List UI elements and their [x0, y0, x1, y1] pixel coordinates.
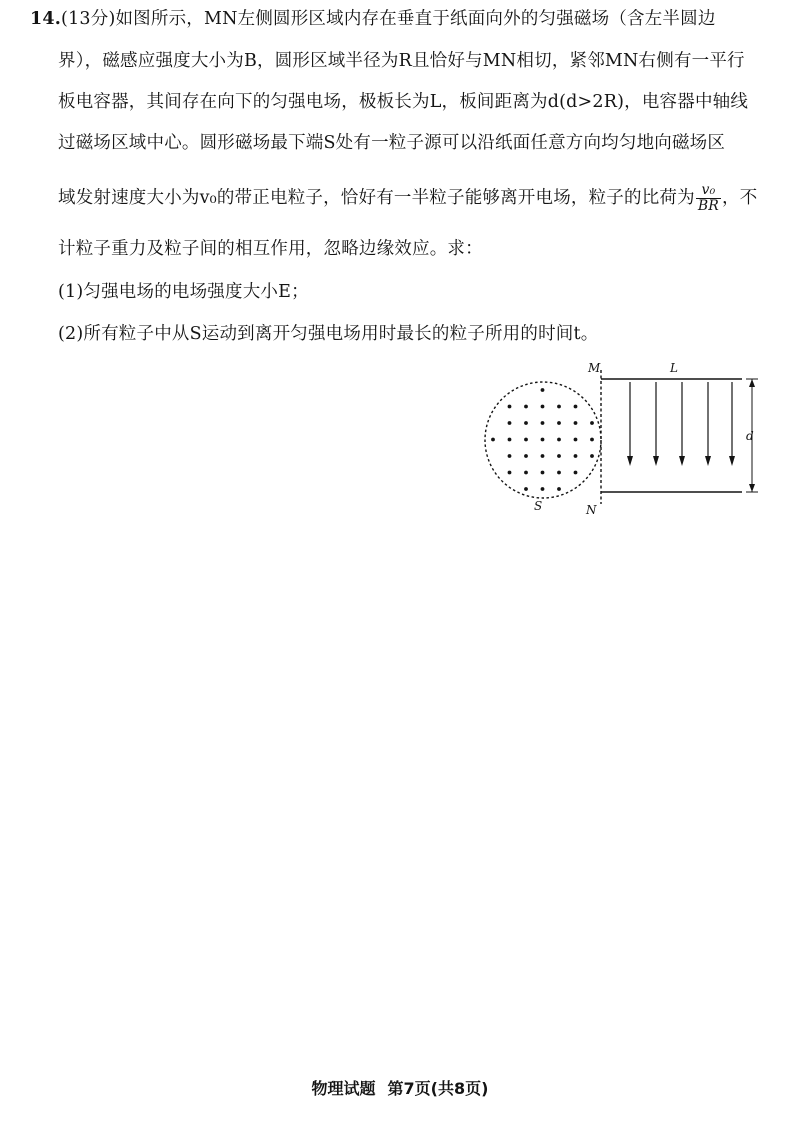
field-arrowhead [627, 456, 633, 466]
field-dot [557, 454, 561, 458]
label-s: S [534, 499, 543, 513]
diagram-svg [470, 352, 770, 522]
field-dot [574, 421, 578, 425]
field-dot [541, 438, 545, 442]
question-number: 14. [30, 9, 62, 29]
footer-page-number: 第7页(共8页) [387, 1079, 489, 1098]
field-dot [541, 487, 545, 491]
field-dot [574, 454, 578, 458]
label-l: L [670, 361, 678, 375]
field-dot [524, 421, 528, 425]
field-dot [508, 405, 512, 409]
question-line-6: 计粒子重力及粒子间的相互作用，忽略边缘效应。求： [58, 239, 483, 259]
question-text-1: 如图所示，MN左侧圆形区域内存在垂直于纸面向外的匀强磁场（含左半圆边 [115, 9, 716, 29]
field-dot [508, 454, 512, 458]
field-dot [574, 405, 578, 409]
fraction-denominator: BR [697, 198, 720, 214]
electric-field-arrows [627, 382, 735, 466]
question-line-5 [58, 183, 757, 214]
field-dot [557, 438, 561, 442]
field-arrowhead [729, 456, 735, 466]
field-dot [524, 487, 528, 491]
question-score: (13分) [61, 9, 116, 29]
field-dot [491, 438, 495, 442]
field-dot [508, 438, 512, 442]
footer-subject: 物理试题 [311, 1079, 376, 1098]
field-arrowhead [705, 456, 711, 466]
question-line-4: 过磁场区域中心。圆形磁场最下端S处有一粒子源可以沿纸面任意方向均匀地向磁场区 [58, 133, 726, 153]
field-dot [574, 438, 578, 442]
label-n: N [586, 503, 597, 517]
page-footer [0, 1076, 800, 1099]
field-dot [508, 421, 512, 425]
field-dot [590, 438, 594, 442]
field-dot [524, 454, 528, 458]
field-dot [508, 471, 512, 475]
field-dot [524, 471, 528, 475]
question-text-5a: 域发射速度大小为v₀的带正电粒子，恰好有一半粒子能够离开电场，粒子的比荷为 [58, 188, 695, 208]
field-dot [541, 421, 545, 425]
field-arrowhead [653, 456, 659, 466]
magnetic-field-dots [491, 388, 594, 491]
field-dot [590, 454, 594, 458]
question-line-2: 界），磁感应强度大小为B，圆形区域半径为R且恰好与MN相切，紧邻MN右侧有一平行 [58, 51, 745, 71]
question-line-1 [30, 6, 716, 32]
d-arrow-bottom [749, 484, 755, 492]
field-dot [557, 405, 561, 409]
field-dot [541, 388, 545, 392]
field-dot [557, 421, 561, 425]
field-dot [541, 471, 545, 475]
field-dot [557, 471, 561, 475]
d-arrow-top [749, 379, 755, 387]
field-dot [524, 438, 528, 442]
fraction-numerator: v₀ [701, 182, 716, 198]
label-m: M [588, 361, 601, 375]
field-dot [524, 405, 528, 409]
label-d: d [746, 429, 754, 443]
physics-diagram [470, 352, 770, 522]
field-dot [541, 454, 545, 458]
field-dot [557, 487, 561, 491]
field-dot [590, 421, 594, 425]
field-dot [541, 405, 545, 409]
question-line-3: 板电容器，其间存在向下的匀强电场，极板长为L，板间距离为d(d>2R)，电容器中轴线 [58, 92, 749, 112]
question-text-5b: ，不 [722, 188, 758, 208]
charge-mass-ratio-fraction [696, 183, 721, 214]
question-part-1: (1)匀强电场的电场强度大小E； [58, 282, 309, 302]
field-dot [574, 471, 578, 475]
question-part-2: (2)所有粒子中从S运动到离开匀强电场用时最长的粒子所用的时间t。 [58, 324, 599, 344]
field-arrowhead [679, 456, 685, 466]
